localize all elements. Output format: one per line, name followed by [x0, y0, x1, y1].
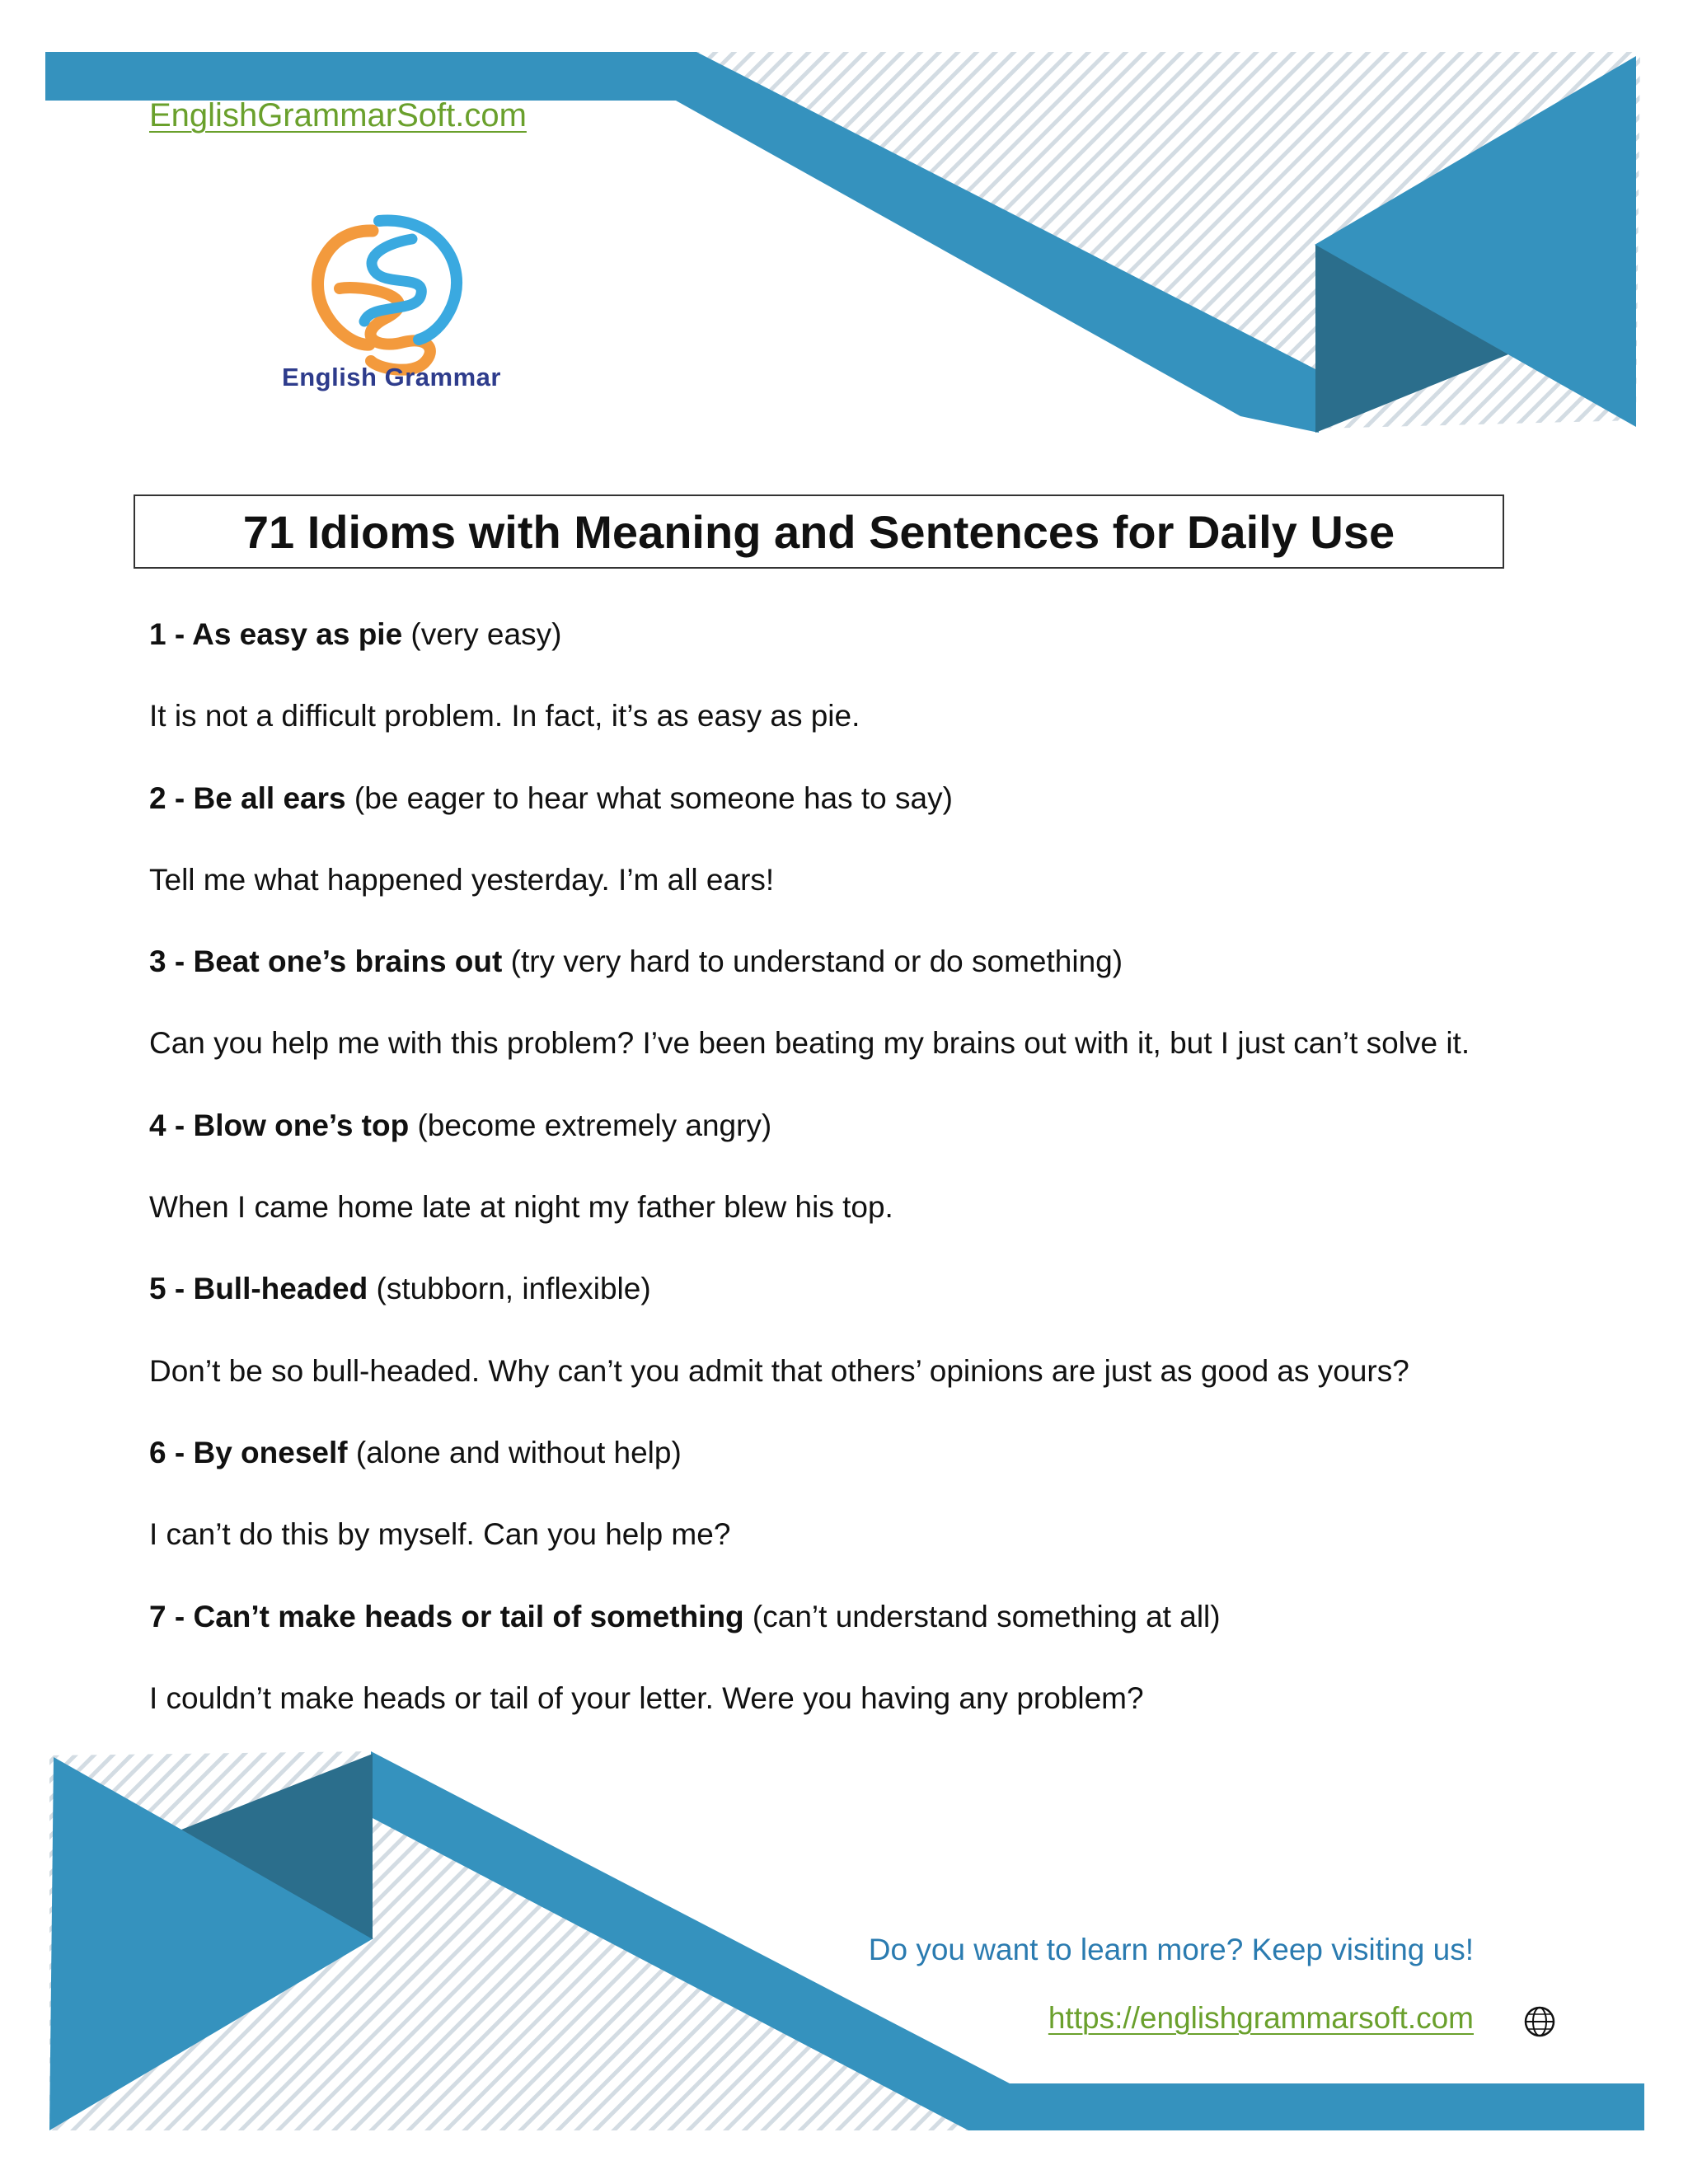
idiom-number: 7 -: [149, 1599, 194, 1633]
logo-caption: English Grammar: [282, 363, 501, 391]
idiom-meaning: (be eager to hear what someone has to say): [345, 780, 953, 815]
idiom-example: Can you help me with this problem? I’ve been beating my brains out with it, but I just can’t solve it.: [149, 1026, 1470, 1061]
logo-blue-swirl: [364, 239, 421, 321]
idiom-example: Don’t be so bull-headed. Why can’t you admit that others’ opinions are just as good as yours?: [149, 1353, 1409, 1388]
globe-icon: [1523, 2005, 1556, 2038]
idiom-example: When I came home late at night my father blew his top.: [149, 1190, 893, 1225]
footer-url-link[interactable]: https://englishgrammarsoft.com: [1048, 2001, 1474, 2035]
page-title: 71 Idioms with Meaning and Sentences for Daily Use: [242, 505, 1395, 558]
idiom-heading: [149, 778, 1567, 860]
idiom-meaning: (try very hard to understand or do something): [502, 944, 1123, 979]
idiom-heading: [149, 1105, 1567, 1187]
idiom-number: 2 -: [149, 780, 194, 815]
idiom-heading: [149, 1432, 1567, 1514]
idiom-example: It is not a difficult problem. In fact, it’s as easy as pie.: [149, 699, 860, 733]
idiom-phrase: Can’t make heads or tail of something: [193, 1599, 744, 1633]
idiom-heading: [149, 1596, 1567, 1678]
idiom-heading: [149, 1268, 1567, 1350]
idiom-phrase: By oneself: [193, 1435, 348, 1469]
idiom-list: [149, 614, 1567, 1760]
idiom-number: 3 -: [149, 944, 194, 979]
idiom-number: 1 -: [149, 617, 193, 651]
idiom-number: 4 -: [149, 1108, 194, 1142]
idiom-phrase: As easy as pie: [192, 617, 403, 651]
idiom-phrase: Bull-headed: [193, 1272, 368, 1306]
idiom-phrase: Blow one’s top: [193, 1108, 410, 1142]
site-link[interactable]: EnglishGrammarSoft.com: [149, 97, 527, 134]
idiom-heading: [149, 941, 1567, 1023]
idiom-meaning: (can’t understand something at all): [743, 1599, 1221, 1633]
idiom-example: I can’t do this by myself. Can you help me?: [149, 1517, 731, 1552]
idiom-example: Tell me what happened yesterday. I’m all ears!: [149, 862, 775, 897]
idiom-number: 6 -: [149, 1435, 194, 1469]
idiom-number: 5 -: [149, 1272, 194, 1306]
idiom-meaning: (become extremely angry): [409, 1108, 772, 1142]
idiom-heading: [149, 614, 1567, 696]
title-box: [134, 494, 1504, 569]
idiom-meaning: (alone and without help): [347, 1435, 682, 1469]
idiom-example: I couldn’t make heads or tail of your letter. Were you having any problem?: [149, 1680, 1144, 1715]
idiom-phrase: Beat one’s brains out: [193, 944, 503, 979]
idiom-meaning: (stubborn, inflexible): [368, 1272, 651, 1306]
footer-cta: Do you want to learn more? Keep visiting us!: [868, 1933, 1474, 1966]
idiom-phrase: Be all ears: [193, 780, 346, 815]
idiom-meaning: (very easy): [402, 617, 562, 651]
